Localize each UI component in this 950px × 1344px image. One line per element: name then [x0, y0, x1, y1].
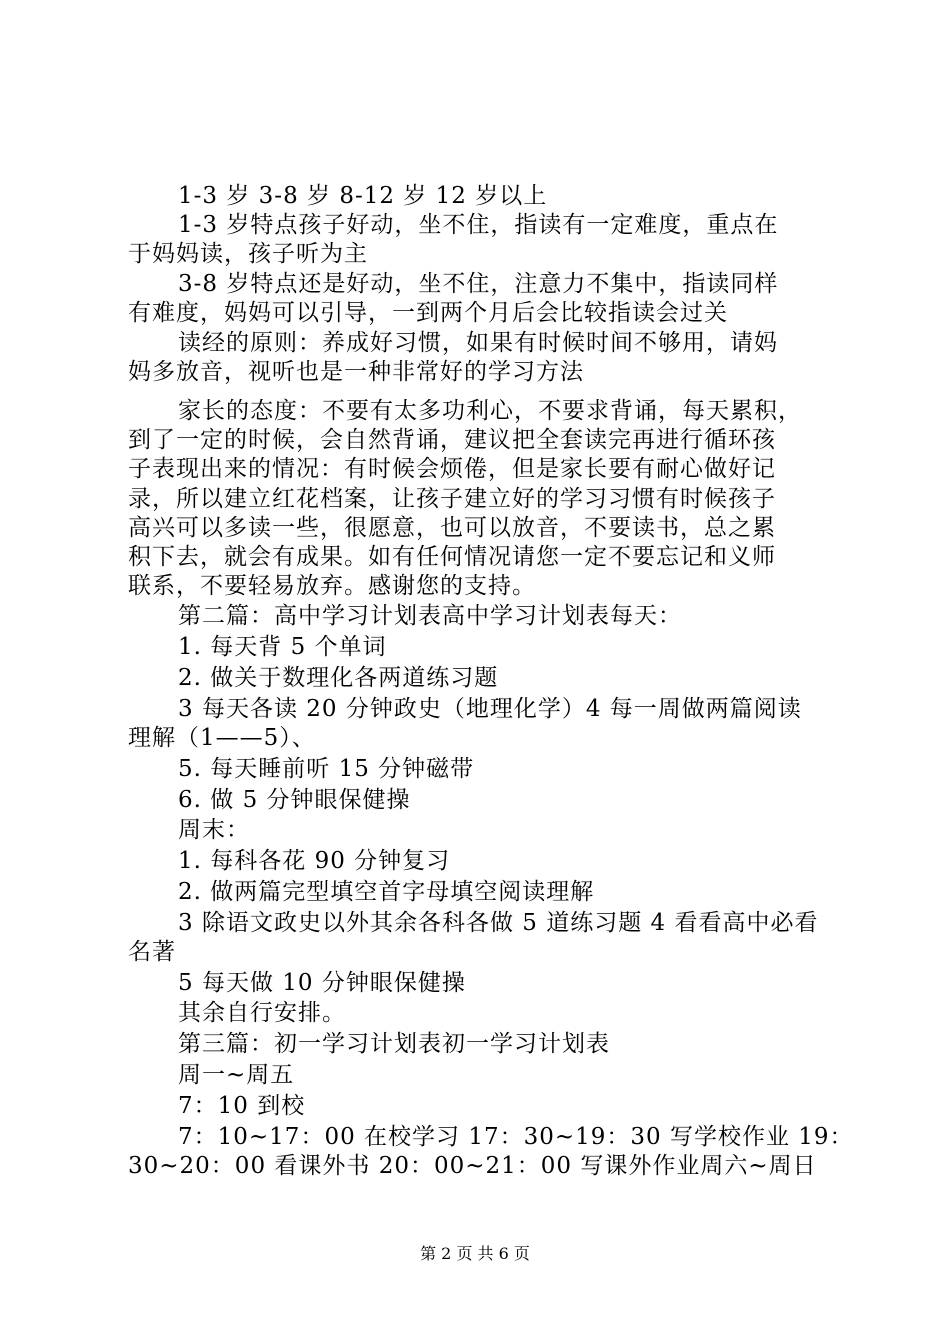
text-line: 理解（1——5）、	[128, 725, 316, 751]
text-line: 其余自行安排。	[178, 1000, 346, 1026]
text-line: 联系，不要轻易放弃。感谢您的支持。	[128, 573, 536, 599]
list-item: 1. 每科各花 90 分钟复习	[178, 848, 451, 874]
list-item: 3 除语文政史以外其余各科各做 5 道练习题 4 看看高中必看	[178, 910, 819, 936]
list-item: 1. 每天背 5 个单词	[178, 634, 387, 660]
text-line: 有难度，妈妈可以引导，一到两个月后会比较指读会过关	[128, 300, 728, 326]
subheading: 周一~周五	[178, 1062, 295, 1088]
list-item: 3 每天各读 20 分钟政史（地理化学）4 每一周做两篇阅读	[178, 696, 802, 722]
section-heading: 第二篇：高中学习计划表高中学习计划表每天：	[178, 603, 682, 629]
text-line: 录，所以建立红花档案，让孩子建立好的学习习惯有时候孩子	[128, 486, 776, 512]
text-line: 3-8 岁特点还是好动，坐不住，注意力不集中，指读同样	[178, 271, 779, 297]
text-line: 读经的原则：养成好习惯，如果有时候时间不够用，请妈	[178, 330, 778, 356]
subheading: 周末：	[178, 817, 250, 843]
text-line: 家长的态度：不要有太多功利心，不要求背诵，每天累积，	[178, 398, 802, 424]
text-line: 子表现出来的情况：有时候会烦倦，但是家长要有耐心做好记	[128, 456, 776, 482]
text-line: 妈多放音，视听也是一种非常好的学习方法	[128, 359, 584, 385]
list-item: 6. 做 5 分钟眼保健操	[178, 787, 411, 813]
list-item: 2. 做两篇完型填空首字母填空阅读理解	[178, 879, 595, 905]
text-line: 7：10 到校	[178, 1093, 306, 1119]
text-line: 积下去，就会有成果。如有任何情况请您一定不要忘记和义师	[128, 544, 776, 570]
text-line: 30~20：00 看课外书 20：00~21：00 写课外作业周六~周日	[128, 1153, 817, 1179]
text-line: 高兴可以多读一些，很愿意，也可以放音，不要读书，总之累	[128, 515, 776, 541]
list-item: 5 每天做 10 分钟眼保健操	[178, 970, 466, 996]
text-line: 7：10~17：00 在校学习 17：30~19：30 写学校作业 19：	[178, 1124, 854, 1150]
text-line: 于妈妈读，孩子听为主	[128, 241, 368, 267]
list-item: 5. 每天睡前听 15 分钟磁带	[178, 756, 475, 782]
section-heading: 第三篇：初一学习计划表初一学习计划表	[178, 1031, 610, 1057]
page-footer: 第 2 页 共 6 页	[420, 1244, 530, 1263]
text-line: 名著	[128, 939, 176, 965]
text-line: 到了一定的时候，会自然背诵，建议把全套读完再进行循环孩	[128, 427, 776, 453]
list-item: 2. 做关于数理化各两道练习题	[178, 665, 499, 691]
text-line: 1-3 岁特点孩子好动，坐不住，指读有一定难度，重点在	[178, 212, 779, 238]
text-line: 1-3 岁 3-8 岁 8-12 岁 12 岁以上	[178, 183, 548, 209]
